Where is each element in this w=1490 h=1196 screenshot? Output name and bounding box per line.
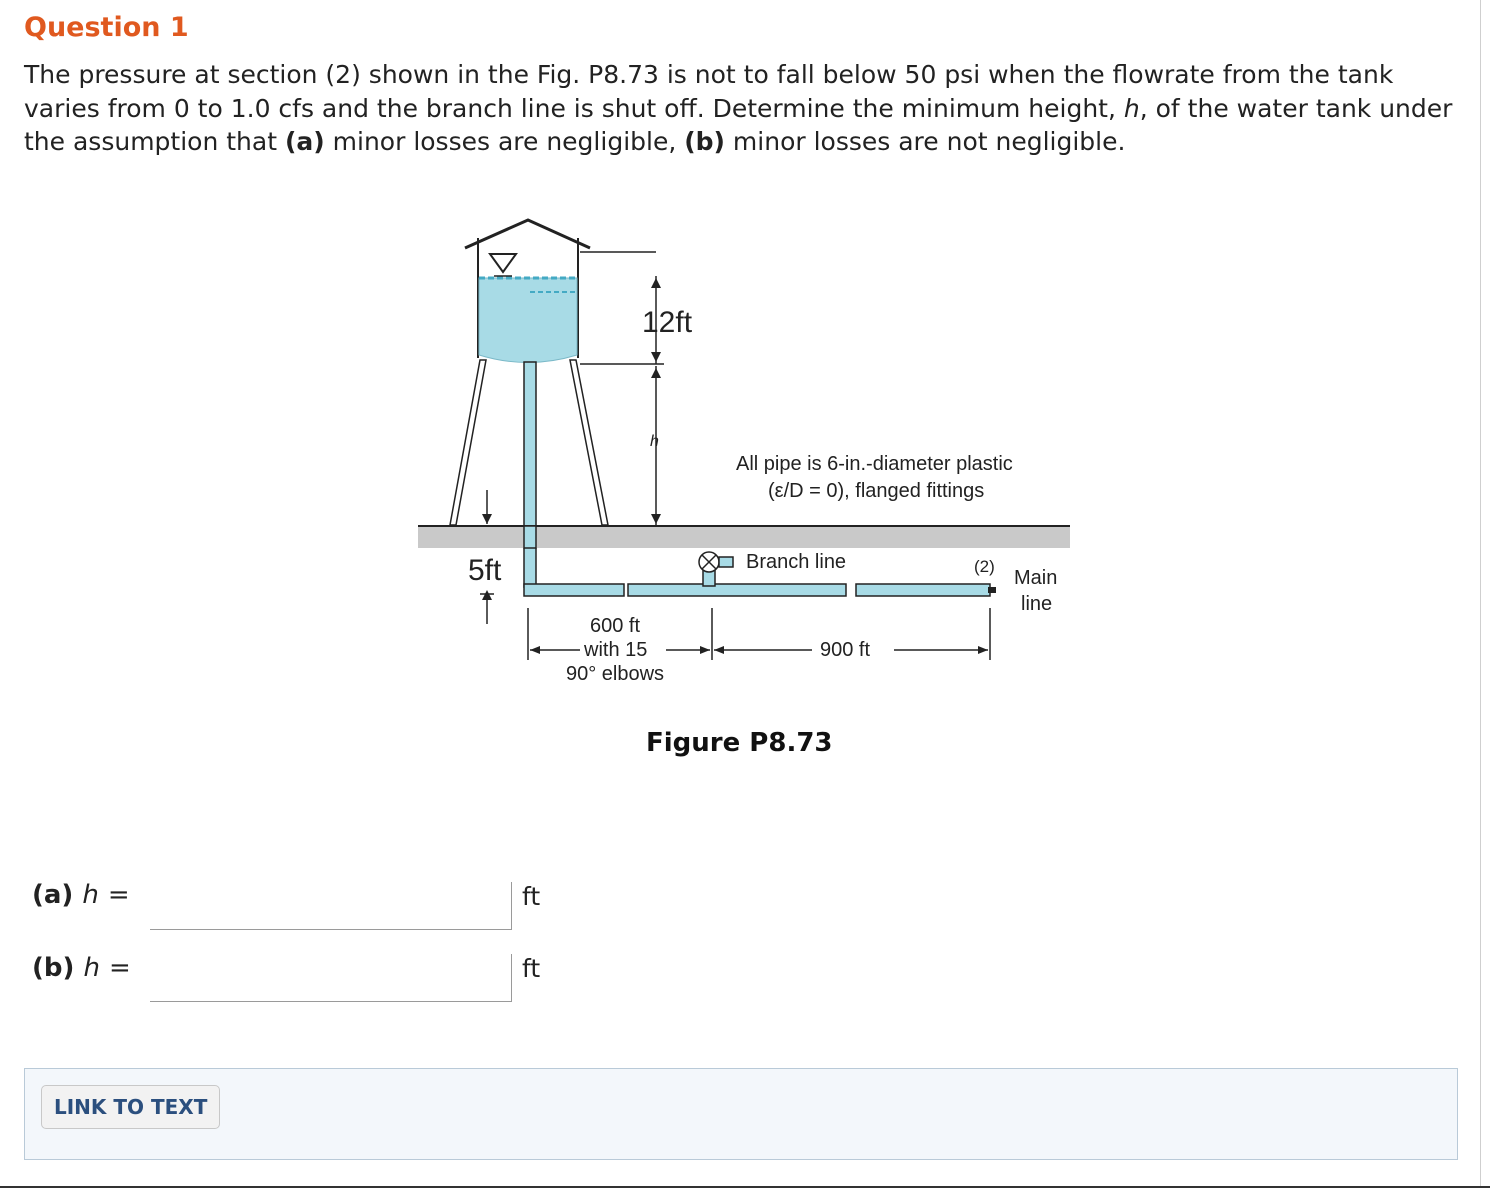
horizontal-pipe-segment-3 <box>856 584 990 596</box>
question-prompt <box>24 58 1464 159</box>
ground-strip <box>418 526 1070 548</box>
answer-b-eq: = <box>109 953 131 983</box>
label-h: h <box>650 433 659 450</box>
question-title: Question 1 <box>24 12 189 43</box>
label-600ft: 600 ft <box>590 615 641 637</box>
answer-a-input[interactable] <box>150 882 512 930</box>
prompt-text-4: minor losses are not negligible. <box>724 127 1126 156</box>
dim-h-arrow-bottom <box>651 514 661 524</box>
tank-roof <box>465 220 590 248</box>
prompt-variable: h <box>1123 93 1140 123</box>
label-main-2: line <box>1021 593 1053 615</box>
links-panel <box>24 1068 1458 1160</box>
answer-b-label <box>32 953 131 983</box>
answer-a-eq: = <box>107 880 130 910</box>
prompt-text-1: The pressure at section (2) shown in the Fig. P8.73 is not to fall below 50 psi when the flowrate from the tank varies from 0 to 1.0 cfs and the branch line is shut off. Determine the minimum height, <box>24 60 1394 123</box>
pipe-outlet <box>988 587 996 593</box>
dim-seg2-arrow-left <box>714 646 724 654</box>
label-12ft: 12ft <box>642 306 693 339</box>
label-with-15: with 15 <box>584 639 648 661</box>
dim-12ft-arrow-top <box>651 278 661 288</box>
tank-leg-left <box>450 360 486 525</box>
pipe-through-ground <box>524 526 536 548</box>
figure-caption: Figure P8.73 <box>646 728 833 758</box>
prompt-text-3: minor losses are negligible, <box>324 127 685 156</box>
label-5ft: 5ft <box>468 554 502 587</box>
tank-leg-right <box>570 360 608 525</box>
dim-seg1-arrow-left <box>530 646 540 654</box>
answer-b-var: h <box>83 953 100 983</box>
answer-a-part: (a) <box>32 880 74 910</box>
dim-12ft-arrow-bottom <box>651 352 661 362</box>
horizontal-pipe-segment-1 <box>524 584 624 596</box>
prompt-text-2: , of the water tank under the assumption that <box>24 93 1453 156</box>
dim-5ft-arrow-bottom <box>482 590 492 600</box>
label-branch-line: Branch line <box>746 551 847 573</box>
answer-a-unit: ft <box>522 882 541 911</box>
label-section-2: (2) <box>974 557 995 576</box>
tank-water <box>479 278 577 363</box>
note-line-1: All pipe is 6-in.-diameter plastic <box>736 453 1013 475</box>
answer-a-label <box>32 880 130 910</box>
vertical-pipe <box>524 362 536 587</box>
water-tank-figure <box>400 210 1100 690</box>
dim-h-arrow-top <box>651 368 661 378</box>
answer-a-var: h <box>82 880 99 910</box>
dim-seg1-arrow-right <box>700 646 710 654</box>
link-to-text-button[interactable]: LINK TO TEXT <box>41 1085 220 1129</box>
prompt-part-a: (a) <box>284 127 325 156</box>
label-900ft: 900 ft <box>820 639 871 661</box>
dim-5ft-arrow-top <box>482 514 492 524</box>
answer-b-input[interactable] <box>150 954 512 1002</box>
page-frame-bottom <box>0 1186 1490 1196</box>
horizontal-pipe-segment-2 <box>628 584 846 596</box>
answer-b-unit: ft <box>522 954 541 983</box>
prompt-part-b: (b) <box>684 127 725 156</box>
note-line-2: (ε/D = 0), flanged fittings <box>768 480 985 502</box>
label-elbows: 90° elbows <box>566 663 665 685</box>
answer-b-part: (b) <box>32 953 75 983</box>
label-main-1: Main <box>1014 567 1058 589</box>
free-surface-symbol <box>490 254 516 272</box>
dim-seg2-arrow-right <box>978 646 988 654</box>
page-frame-right <box>1480 0 1481 1186</box>
branch-stub <box>719 557 733 567</box>
